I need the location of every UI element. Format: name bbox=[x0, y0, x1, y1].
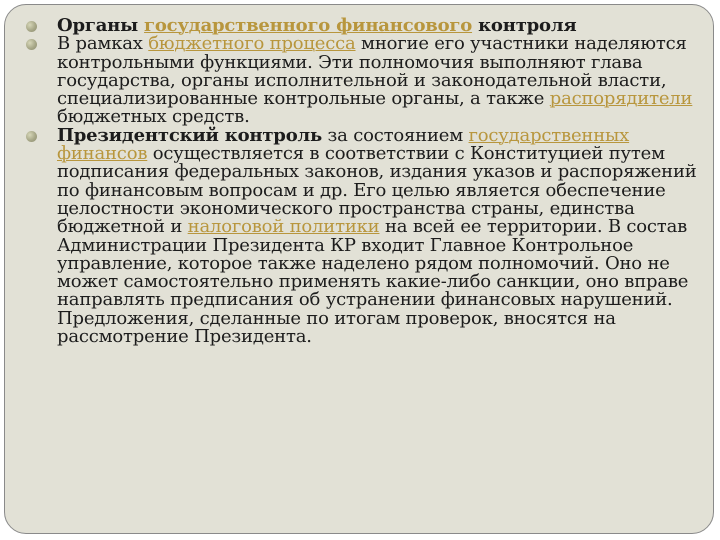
text-segment: Органы bbox=[57, 15, 145, 36]
text-segment: за состоянием bbox=[322, 124, 469, 146]
bullet-item-presidential-control bbox=[9, 124, 709, 348]
text-segment: многие его участники наделяются контрольными функциями. Эти полномочия выполняют глава государства, органы исполнительной и законодательной власти, специализированные контрольные органы, а также bbox=[57, 33, 687, 110]
hyperlink[interactable]: бюджетного процесса bbox=[148, 33, 356, 55]
hyperlink[interactable]: государственного финансового bbox=[144, 15, 473, 36]
hyperlink[interactable]: распорядители bbox=[549, 88, 693, 110]
text-segment: осуществляется в соответствии с Конституцией путем подписания федеральных законов, издания указов и распоряжений по финансовым вопросам и др. Его целью является обеспечение целостности экономического пространства страны, единства бюджетной и bbox=[57, 143, 697, 238]
slide-content bbox=[9, 17, 709, 346]
bullet-icon bbox=[26, 131, 37, 142]
hyperlink[interactable]: налоговой политики bbox=[187, 216, 380, 238]
text-segment: В рамках bbox=[57, 33, 149, 55]
text-segment: Президентский контроль bbox=[57, 124, 323, 146]
text-segment: контроля bbox=[472, 15, 577, 36]
slide-frame bbox=[4, 4, 714, 534]
bullet-icon bbox=[26, 21, 37, 32]
text-segment: бюджетных средств. bbox=[57, 106, 250, 128]
hyperlink[interactable]: государственных финансов bbox=[57, 124, 630, 165]
bullet-icon bbox=[26, 39, 37, 50]
text-segment: на всей ее территории. В состав Администрации Президента КР входит Главное Контрольное управление, которое также наделено рядом полномочий. Оно не может самостоятельно применять какие-либо санкции, оно вправе направлять предписания об устранении финансовых нарушений. Предложения, сделанные по итогам проверок, вносятся на рассмотрение Президента. bbox=[57, 216, 689, 348]
bullet-item-budget-process bbox=[9, 35, 709, 126]
